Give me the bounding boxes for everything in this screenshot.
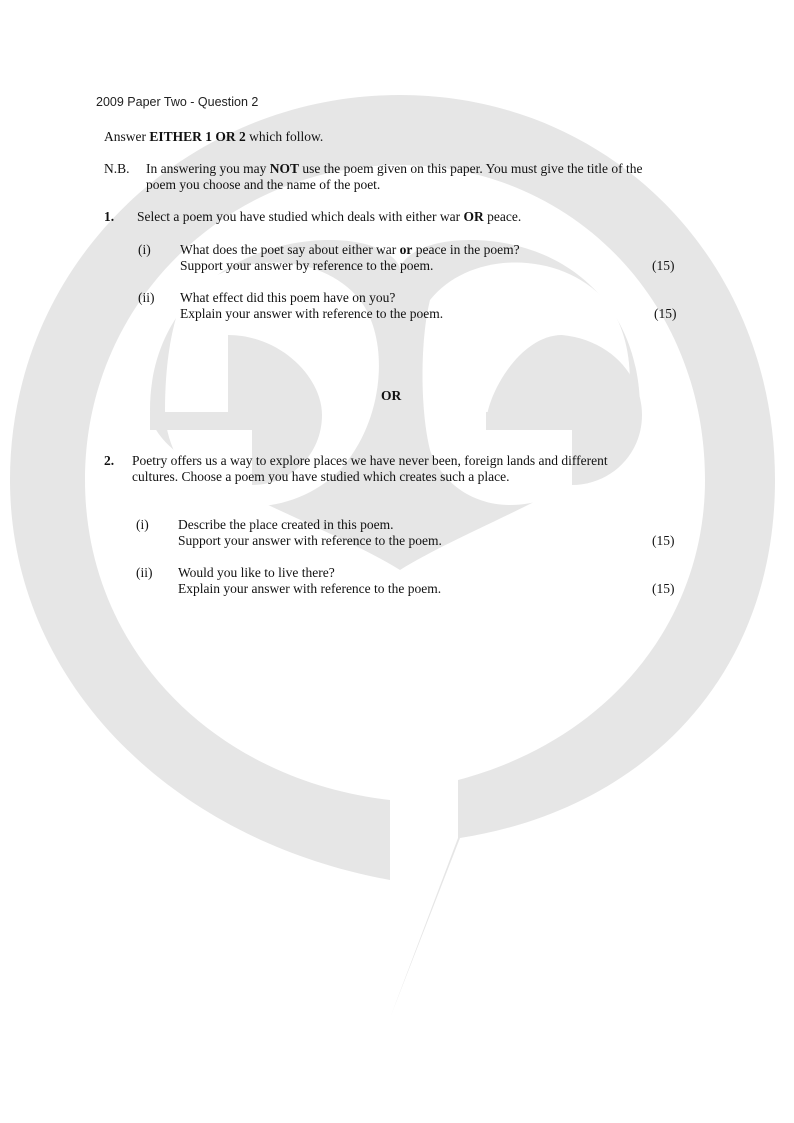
nb-line1-b: use the poem given on this paper. You must give the title of the — [299, 161, 643, 176]
q2-part-i-line-1: Describe the place created in this poem. — [178, 517, 394, 532]
q1-part-i-marks: (15) — [652, 258, 675, 273]
intro-prefix: Answer — [104, 129, 150, 144]
nb-line1-bold: NOT — [269, 161, 299, 176]
q1-part-i-a: What does the poet say about either war — [180, 242, 400, 257]
nb-line-2: poem you choose and the name of the poet. — [146, 177, 381, 192]
q2-stem-line-1: Poetry offers us a way to explore places we have never been, foreign lands and different — [132, 453, 608, 468]
or-separator-text: OR — [381, 388, 402, 403]
intro-suffix: which follow. — [245, 129, 324, 144]
q1-part-ii-line-2: Explain your answer with reference to the poem. — [180, 306, 444, 321]
q2-number — [104, 453, 114, 469]
or-separator — [381, 388, 401, 404]
q1-number-text: 1. — [104, 209, 115, 224]
q1-part-i-b: peace in the poem? — [412, 242, 520, 257]
nb-line1-a: In answering you may — [146, 161, 270, 176]
q2-part-i-line-2: Support your answer with reference to the poem. — [178, 533, 442, 548]
q1-prefix: Select a poem you have studied which deals with either war — [137, 209, 464, 224]
q2-part-ii-label: (ii) — [136, 565, 153, 580]
q1-part-i-line-2: Support your answer by reference to the poem. — [180, 258, 434, 273]
q1-part-i-label: (i) — [138, 242, 151, 257]
q2-number-text: 2. — [104, 453, 115, 468]
q1-part-ii-marks: (15) — [654, 306, 677, 321]
nb-line-1 — [146, 161, 642, 177]
intro-line — [104, 129, 323, 145]
page-header: 2009 Paper Two - Question 2 — [96, 95, 259, 109]
q1-bold: OR — [463, 209, 484, 224]
q1-part-i-bold: or — [399, 242, 413, 257]
q1-part-ii-label: (ii) — [138, 290, 155, 305]
q1-stem — [137, 209, 521, 225]
q1-part-i-line-1 — [180, 242, 520, 258]
q1-number — [104, 209, 114, 225]
q1-part-ii-line-1: What effect did this poem have on you? — [180, 290, 396, 305]
q2-part-ii-line-1: Would you like to live there? — [178, 565, 335, 580]
q2-stem-line-2: cultures. Choose a poem you have studied which creates such a place. — [132, 469, 510, 484]
q2-part-i-label: (i) — [136, 517, 149, 532]
nb-label: N.B. — [104, 161, 130, 176]
intro-bold: EITHER 1 OR 2 — [149, 129, 246, 144]
q2-part-ii-marks: (15) — [652, 581, 675, 596]
q2-part-i-marks: (15) — [652, 533, 675, 548]
q1-suffix: peace. — [483, 209, 522, 224]
q2-part-ii-line-2: Explain your answer with reference to the poem. — [178, 581, 442, 596]
